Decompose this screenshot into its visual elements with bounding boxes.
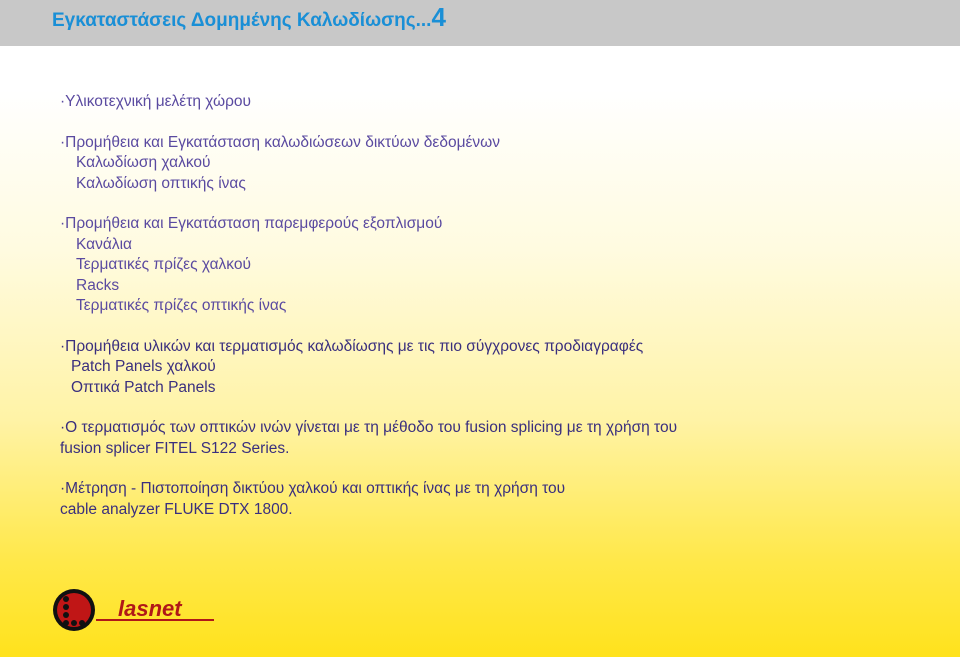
page-title — [52, 3, 446, 35]
section-heading: ·Προμήθεια υλικών και τερματισμός καλωδίωσης με τις πιο σύγχρονες προδιαγραφές — [60, 337, 644, 355]
section-splicing — [60, 418, 940, 459]
list-item: Racks — [76, 276, 120, 294]
section-heading: ·Προμήθεια και Εγκατάσταση καλωδιώσεων δικτύων δεδομένων — [60, 133, 501, 151]
list-item: Τερματικές πρίζες οπτικής ίνας — [76, 297, 287, 314]
page-title-dots: ... — [415, 10, 432, 31]
list-item: Κανάλια — [76, 235, 132, 253]
section-equipment — [60, 214, 940, 317]
page-number: 4 — [431, 2, 446, 32]
section-continuation: fusion splicer FITEL S122 Series. — [60, 439, 290, 457]
services-list — [60, 92, 940, 520]
list-item: Οπτικά Patch Panels — [71, 378, 216, 396]
section-certification — [60, 479, 940, 520]
section-study — [60, 92, 940, 113]
list-item: Καλωδίωση οπτικής ίνας — [76, 174, 246, 192]
list-item: Τερματικές πρίζες χαλκού — [76, 256, 251, 273]
section-cabling — [60, 133, 940, 195]
logo-text: lasnet — [118, 596, 182, 621]
section-termination — [60, 337, 940, 399]
page-title-text: Εγκαταστάσεις Δομημένης Καλωδίωσης — [52, 10, 416, 31]
list-item: Patch Panels χαλκού — [71, 358, 216, 375]
section-continuation: cable analyzer FLUKE DTX 1800. — [60, 500, 293, 518]
list-item: Καλωδίωση χαλκού — [76, 154, 211, 171]
section-heading: ·Προμήθεια και Εγκατάσταση παρεμφερούς εξοπλισμού — [60, 215, 443, 232]
header-bar — [0, 0, 960, 46]
section-heading: ·Υλικοτεχνική μελέτη χώρου — [60, 93, 251, 110]
section-heading: ·Μέτρηση - Πιστοποίηση δικτύου χαλκού και οπτικής ίνας με τη χρήση του — [60, 480, 566, 497]
section-heading: ·Ο τερματισμός των οπτικών ινών γίνεται με τη μέθοδο του fusion splicing με τη χρήση του — [60, 419, 678, 436]
